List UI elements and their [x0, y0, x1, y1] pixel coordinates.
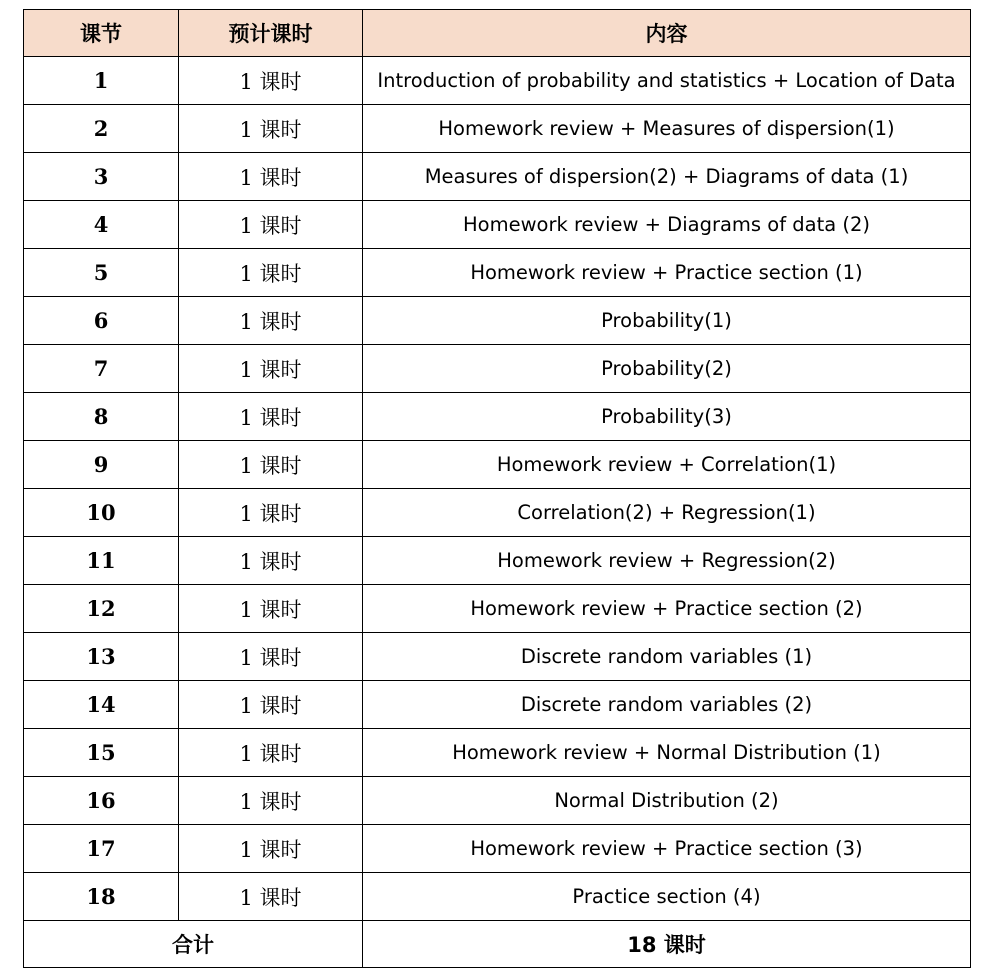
table-row	[24, 537, 971, 585]
lesson-content: Homework review + Practice section (1)	[363, 249, 971, 297]
lesson-hours: 1 课时	[179, 201, 363, 249]
lesson-content: Practice section (4)	[363, 873, 971, 921]
lesson-number: 9	[24, 441, 179, 489]
lesson-number: 10	[24, 489, 179, 537]
lesson-hours: 1 课时	[179, 873, 363, 921]
table-row	[24, 681, 971, 729]
lesson-number: 3	[24, 153, 179, 201]
lesson-content: Homework review + Regression(2)	[363, 537, 971, 585]
lesson-number: 8	[24, 393, 179, 441]
lesson-hours: 1 课时	[179, 153, 363, 201]
lesson-number: 1	[24, 57, 179, 105]
table-row	[24, 729, 971, 777]
lesson-content: Probability(3)	[363, 393, 971, 441]
table-row	[24, 777, 971, 825]
table-row	[24, 297, 971, 345]
lesson-hours: 1 课时	[179, 57, 363, 105]
table-row	[24, 825, 971, 873]
lesson-hours: 1 课时	[179, 825, 363, 873]
lesson-number: 16	[24, 777, 179, 825]
lesson-hours: 1 课时	[179, 633, 363, 681]
lesson-number: 6	[24, 297, 179, 345]
lesson-content: Homework review + Practice section (2)	[363, 585, 971, 633]
lesson-content: Probability(2)	[363, 345, 971, 393]
table-row	[24, 489, 971, 537]
lesson-content: Homework review + Normal Distribution (1)	[363, 729, 971, 777]
table-body	[24, 57, 971, 921]
table-row	[24, 105, 971, 153]
lesson-hours: 1 课时	[179, 297, 363, 345]
lesson-content: Discrete random variables (1)	[363, 633, 971, 681]
lesson-number: 5	[24, 249, 179, 297]
table-row	[24, 441, 971, 489]
total-label: 合计	[24, 921, 363, 968]
table-row	[24, 345, 971, 393]
lesson-hours: 1 课时	[179, 345, 363, 393]
header-hours: 预计课时	[179, 10, 363, 57]
lesson-content: Homework review + Practice section (3)	[363, 825, 971, 873]
lesson-number: 13	[24, 633, 179, 681]
table-row	[24, 57, 971, 105]
lesson-hours: 1 课时	[179, 777, 363, 825]
total-row	[24, 921, 971, 968]
lesson-hours: 1 课时	[179, 441, 363, 489]
header-content: 内容	[363, 10, 971, 57]
table-header	[24, 10, 971, 57]
table-row	[24, 201, 971, 249]
table-row	[24, 153, 971, 201]
lesson-content: Measures of dispersion(2) + Diagrams of data (1)	[363, 153, 971, 201]
lesson-number: 18	[24, 873, 179, 921]
header-lesson: 课节	[24, 10, 179, 57]
lesson-hours: 1 课时	[179, 393, 363, 441]
lesson-hours: 1 课时	[179, 729, 363, 777]
table-row	[24, 393, 971, 441]
lesson-hours: 1 课时	[179, 681, 363, 729]
lesson-number: 17	[24, 825, 179, 873]
table-row	[24, 873, 971, 921]
lesson-number: 4	[24, 201, 179, 249]
lesson-number: 11	[24, 537, 179, 585]
lesson-hours: 1 课时	[179, 105, 363, 153]
lesson-content: Homework review + Measures of dispersion(1)	[363, 105, 971, 153]
lesson-content: Correlation(2) + Regression(1)	[363, 489, 971, 537]
lesson-hours: 1 课时	[179, 585, 363, 633]
lesson-content: Normal Distribution (2)	[363, 777, 971, 825]
lesson-number: 12	[24, 585, 179, 633]
table-row	[24, 585, 971, 633]
table-row	[24, 249, 971, 297]
lesson-hours: 1 课时	[179, 249, 363, 297]
total-value: 18 课时	[363, 921, 971, 968]
schedule-table	[23, 9, 971, 968]
lesson-content: Homework review + Diagrams of data (2)	[363, 201, 971, 249]
lesson-hours: 1 课时	[179, 537, 363, 585]
lesson-content: Discrete random variables (2)	[363, 681, 971, 729]
lesson-content: Probability(1)	[363, 297, 971, 345]
table-row	[24, 633, 971, 681]
lesson-number: 15	[24, 729, 179, 777]
lesson-number: 7	[24, 345, 179, 393]
lesson-hours: 1 课时	[179, 489, 363, 537]
lesson-number: 14	[24, 681, 179, 729]
lesson-number: 2	[24, 105, 179, 153]
lesson-content: Homework review + Correlation(1)	[363, 441, 971, 489]
lesson-content: Introduction of probability and statistics + Location of Data	[363, 57, 971, 105]
